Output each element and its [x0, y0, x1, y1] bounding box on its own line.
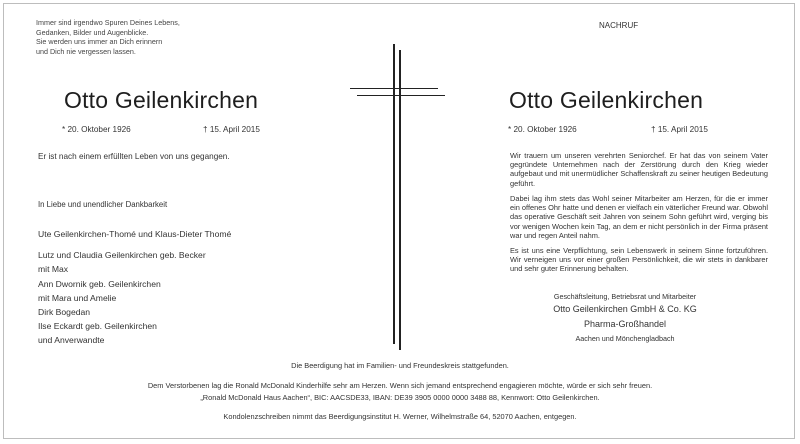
tribute-paragraph: Dabei lag ihm stets das Wohl seiner Mitarbeiter am Herzen, für die er immer ein offenes Ohr hatte und denen er vielfach ein väterlicher Freund war. Obwohl das operative Geschäft seit Jahren von seinem Sohn geführt wird, verging bis vor wenigen Wochen kein Tag, an dem er nicht persönlich in der Firma präsent war und regen Anteil nahm.	[510, 194, 768, 240]
mourner: Lutz und Claudia Geilenkirchen geb. Becker	[38, 250, 206, 261]
death-date-left: † 15. April 2015	[203, 125, 260, 134]
signature-staff: Geschäftsleitung, Betriebsrat und Mitarbeiter	[553, 292, 697, 301]
mourner: Ann Dwornik geb. Geilenkirchen	[38, 278, 161, 289]
mourner: Dirk Bogedan	[38, 306, 91, 317]
birth-date-right: * 20. Oktober 1926	[508, 125, 577, 134]
tribute-paragraph: Wir trauern um unseren verehrten Seniorchef. Er hat das von seinem Vater gegründete Unternehmen nach der Zerstörung durch den Krieg wieder aufgebaut und mit unermüdlicher Schaffenskraft zu seiner heutigen Bedeutung geführt.	[510, 151, 768, 188]
nachruf-label: NACHRUF	[599, 21, 639, 30]
poem-line: und Dich nie vergessen lassen.	[36, 46, 136, 56]
birth-date-left: * 20. Oktober 1926	[62, 125, 131, 134]
deceased-name-right: Otto Geilenkirchen	[509, 87, 704, 113]
footer-condolences: Kondolenzschreiben nimmt das Beerdigungsinstitut H. Werner, Wilhelmstraße 64, 52070 Aachen, entgegen.	[223, 412, 577, 421]
signature-company: Otto Geilenkirchen GmbH & Co. KG	[553, 304, 697, 314]
footer-charity: Dem Verstorbenen lag die Ronald McDonald Kinderhilfe sehr am Herzen. Wenn sich jemand entsprechend engagieren möchte, würde er sich sehr freuen.	[147, 381, 653, 390]
mourners-list	[38, 227, 231, 348]
deceased-name-left: Otto Geilenkirchen	[64, 87, 259, 113]
mourner: mit Max	[38, 264, 69, 275]
poem-line: Immer sind irgendwo Spuren Deines Lebens,	[36, 18, 180, 27]
signature-locations: Aachen und Mönchengladbach	[575, 334, 675, 343]
poem	[36, 18, 180, 56]
tribute-paragraph: Es ist uns eine Verpflichtung, sein Lebenswerk in seinem Sinne fortzuführen. Wir verneigen uns vor einer großen Persönlichkeit, die wir stets in dankbarer und sehr guter Erinnerung behalten.	[510, 246, 768, 274]
signature-business: Pharma-Großhandel	[583, 319, 667, 329]
dank-line: In Liebe und unendlicher Dankbarkeit	[38, 200, 168, 209]
mourner: Ilse Eckardt geb. Geilenkirchen	[38, 321, 157, 332]
death-date-right: † 15. April 2015	[651, 125, 708, 134]
footer-funeral: Die Beerdigung hat im Familien- und Freundeskreis stattgefunden.	[291, 361, 509, 370]
mourner: Ute Geilenkirchen-Thomé und Klaus-Dieter Thomé	[38, 229, 232, 239]
footer-bank: „Ronald McDonald Haus Aachen“, BIC: AACSDE33, IBAN: DE39 3905 0000 0000 3488 88, Kennwort: Otto Geilenkirchen.	[200, 393, 600, 402]
poem-line: Sie werden uns immer an Dich erinnern	[36, 37, 163, 47]
mourner: und Anverwandte	[38, 335, 105, 346]
statement: Er ist nach einem erfüllten Leben von uns gegangen.	[38, 152, 230, 161]
mourner: mit Mara und Amelie	[38, 292, 117, 303]
poem-line: Gedanken, Bilder und Augenblicke.	[36, 27, 149, 37]
